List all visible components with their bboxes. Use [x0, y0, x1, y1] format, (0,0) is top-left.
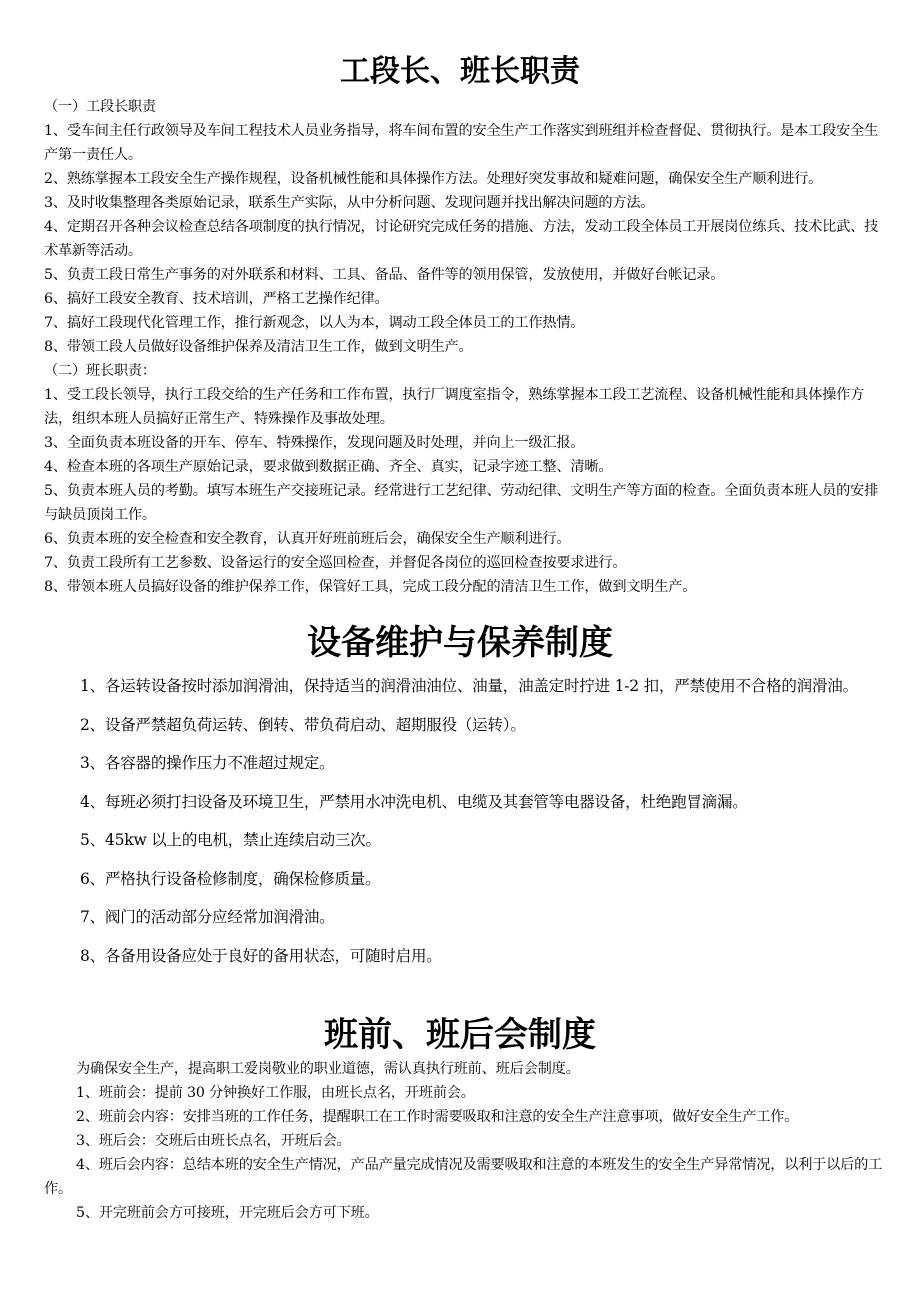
list-item: 7、搞好工段现代化管理工作，推行新观念，以人为本，调动工段全体员工的工作热情。	[44, 315, 585, 331]
list-item: 4、检查本班的各项生产原始记录，要求做到数据正确、齐全、真实，记录字迹工整、清晰。	[44, 459, 613, 475]
subheading-section-chief: （一）工段长职责	[44, 99, 156, 115]
list-item: 1、受工段长领导，执行工段交给的生产任务和工作布置，执行厂调度室指令，熟练掌握本工段工艺流程、设备机械性能和具体操作方法，组织本班人员搞好正常生产、特殊操作及事故处理。	[44, 387, 865, 427]
list-item: 5、开完班前会方可接班，开完班后会方可下班。	[76, 1205, 379, 1221]
list-item: 6、严格执行设备检修制度，确保检修质量。	[80, 869, 381, 888]
list-item: 4、每班必须打扫设备及环境卫生，严禁用水冲洗电机、电缆及其套管等电器设备，杜绝跑冒滴漏。	[80, 792, 748, 811]
list-item: 4、班后会内容：总结本班的安全生产情况，产品产量完成情况及需要吸取和注意的本班发生的安全生产异常情况，以利于以后的工作。	[44, 1157, 883, 1197]
section-title-shift-meetings: 班前、班后会制度	[324, 1015, 596, 1055]
list-item: 7、负责工段所有工艺参数、设备运行的安全巡回检查，并督促各岗位的巡回检查按要求进行。	[44, 555, 627, 571]
subheading-team-leader: （二）班长职责：	[44, 363, 156, 379]
section-title-duties: 工段长、班长职责	[340, 54, 580, 89]
section-duties-body	[44, 95, 884, 599]
list-item: 2、熟练掌握本工段安全生产操作规程，设备机械性能和具体操作方法。处理好突发事故和疑难问题，确保安全生产顺利进行。	[44, 171, 823, 187]
list-item: 1、班前会：提前 30 分钟换好工作服，由班长点名，开班前会。	[76, 1085, 475, 1101]
list-item: 5、45kw 以上的电机，禁止连续启动三次。	[80, 831, 381, 849]
intro-paragraph: 为确保安全生产，提高职工爱岗敬业的职业道德，需认真执行班前、班后会制度。	[76, 1061, 580, 1077]
list-item: 5、负责本班人员的考勤。填写本班生产交接班记录。经常进行工艺纪律、劳动纪律、文明生产等方面的检查。全面负责本班人员的安排与缺员顶岗工作。	[44, 483, 879, 523]
list-item: 6、负责本班的安全检查和安全教育，认真开好班前班后会，确保安全生产顺利进行。	[44, 531, 571, 547]
list-item: 8、各备用设备应处于良好的备用状态，可随时启用。	[80, 946, 442, 965]
list-item: 8、带领本班人员搞好设备的维护保养工作，保管好工具，完成工段分配的清洁卫生工作，做到文明生产。	[44, 579, 697, 595]
list-item: 3、全面负责本班设备的开车、停车、特殊操作，发现问题及时处理，并向上一级汇报。	[44, 435, 585, 451]
list-item: 2、班前会内容：安排当班的工作任务，提醒职工在工作时需要吸取和注意的安全生产注意事项，做好安全生产工作。	[76, 1109, 799, 1125]
list-item: 3、班后会：交班后由班长点名，开班后会。	[76, 1133, 351, 1149]
list-item: 3、及时收集整理各类原始记录，联系生产实际，从中分析问题、发现问题并找出解决问题的方法。	[44, 195, 655, 211]
list-item: 2、设备严禁超负荷运转、倒转、带负荷启动、超期服役（运转）。	[80, 715, 526, 734]
list-item: 8、带领工段人员做好设备维护保养及清洁卫生工作，做到文明生产。	[44, 339, 473, 355]
section-maintenance-body	[44, 667, 884, 975]
list-item: 5、负责工段日常生产事务的对外联系和材料、工具、备品、备件等的领用保管，发放使用，并做好台帐记录。	[44, 267, 725, 283]
list-item: 1、受车间主任行政领导及车间工程技术人员业务指导，将车间布置的安全生产工作落实到班组并检查督促、贯彻执行。是本工段安全生产第一责任人。	[44, 123, 879, 163]
list-item: 1、各运转设备按时添加润滑油，保持适当的润滑油油位、油量，油盖定时拧进 1-2 扣，严禁使用不合格的润滑油。	[80, 677, 858, 695]
section-title-maintenance: 设备维护与保养制度	[307, 623, 613, 663]
list-item: 6、搞好工段安全教育、技术培训，严格工艺操作纪律。	[44, 291, 389, 307]
section-shift-meetings-body	[44, 1057, 884, 1225]
list-item: 4、定期召开各种会议检查总结各项制度的执行情况，讨论研究完成任务的措施、方法，发动工段全体员工开展岗位练兵、技术比武、技术革新等活动。	[44, 219, 879, 259]
list-item: 3、各容器的操作压力不准超过规定。	[80, 754, 335, 772]
list-item: 7、阀门的活动部分应经常加润滑油。	[80, 908, 335, 926]
